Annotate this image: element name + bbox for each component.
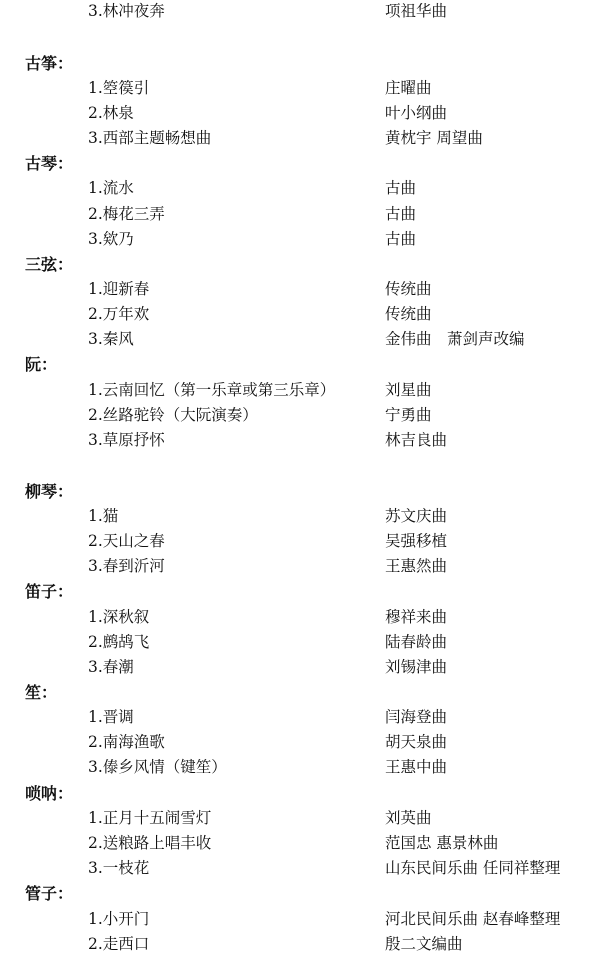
piece-title: 3.西部主题畅想曲	[88, 129, 212, 147]
piece-composer: 宁勇曲	[385, 406, 432, 424]
instrument-category: 三弦：	[25, 255, 74, 274]
piece-title: 2.丝路驼铃（大阮演奏）	[88, 406, 258, 424]
piece-composer: 吴强移植	[385, 532, 448, 550]
piece-title: 2.万年欢	[88, 305, 150, 323]
piece-row	[0, 227, 600, 252]
category-heading-row	[0, 781, 600, 806]
category-heading-row	[0, 352, 600, 377]
piece-title: 1.晋调	[88, 708, 134, 726]
piece-title: 1.流水	[88, 179, 134, 197]
instrument-category: 柳琴：	[25, 482, 74, 501]
piece-composer: 王惠然曲	[385, 557, 448, 575]
piece-row	[0, 277, 600, 302]
piece-title: 1.小开门	[88, 910, 150, 928]
piece-composer: 范国忠 惠景林曲	[385, 834, 499, 852]
instrument-category: 古琴：	[25, 154, 74, 173]
piece-row	[0, 730, 600, 755]
piece-title: 3.一枝花	[88, 859, 150, 877]
piece-composer: 古曲	[385, 230, 417, 248]
piece-composer: 山东民间乐曲 任同祥整理	[385, 859, 561, 877]
category-heading-row	[0, 680, 600, 705]
piece-title: 1.云南回忆（第一乐章或第三乐章）	[88, 381, 336, 399]
piece-row	[0, 504, 600, 529]
piece-composer: 古曲	[385, 179, 417, 197]
piece-title: 1.箜篌引	[88, 79, 150, 97]
piece-composer: 殷二文编曲	[385, 935, 463, 953]
piece-title: 2.梅花三弄	[88, 205, 165, 223]
piece-row	[0, 302, 600, 327]
piece-row	[0, 101, 600, 126]
piece-row	[0, 126, 600, 151]
piece-composer: 林吉良曲	[385, 431, 448, 449]
piece-row	[0, 755, 600, 780]
piece-row	[0, 605, 600, 630]
category-heading-row	[0, 881, 600, 906]
piece-title: 2.走西口	[88, 935, 150, 953]
piece-title: 1.深秋叙	[88, 608, 150, 626]
piece-row	[0, 403, 600, 428]
piece-composer: 传统曲	[385, 305, 432, 323]
piece-title: 3.欸乃	[88, 230, 134, 248]
piece-composer: 苏文庆曲	[385, 507, 448, 525]
piece-row	[0, 806, 600, 831]
piece-composer: 庄曜曲	[385, 79, 432, 97]
instrument-category: 唢呐：	[25, 784, 74, 803]
piece-row	[0, 630, 600, 655]
piece-title: 2.南海渔歌	[88, 733, 165, 751]
piece-row	[0, 202, 600, 227]
piece-row	[0, 907, 600, 932]
category-heading-row	[0, 579, 600, 604]
piece-composer: 闫海登曲	[385, 708, 448, 726]
category-heading-row	[0, 51, 600, 76]
piece-row	[0, 0, 600, 24]
piece-row	[0, 529, 600, 554]
piece-title: 3.草原抒怀	[88, 431, 165, 449]
piece-row	[0, 856, 600, 881]
piece-composer: 项祖华曲	[385, 2, 448, 20]
piece-title: 2.送粮路上唱丰收	[88, 834, 212, 852]
piece-row	[0, 327, 600, 352]
piece-title: 3.傣乡风情（键笙）	[88, 758, 227, 776]
piece-title: 3.春到沂河	[88, 557, 165, 575]
piece-title: 3.秦风	[88, 330, 134, 348]
piece-row	[0, 655, 600, 680]
instrument-category: 阮：	[25, 355, 58, 374]
piece-row	[0, 76, 600, 101]
piece-composer: 王惠中曲	[385, 758, 448, 776]
piece-composer: 金伟曲 萧剑声改编	[385, 330, 525, 348]
piece-row	[0, 831, 600, 856]
piece-title: 3.春潮	[88, 658, 134, 676]
category-heading-row	[0, 252, 600, 277]
piece-title: 1.迎新春	[88, 280, 150, 298]
piece-title: 1.正月十五闹雪灯	[88, 809, 212, 827]
piece-row	[0, 428, 600, 453]
piece-composer: 刘英曲	[385, 809, 432, 827]
piece-composer: 胡天泉曲	[385, 733, 448, 751]
piece-title: 1.猫	[88, 507, 119, 525]
piece-composer: 刘锡津曲	[385, 658, 448, 676]
instrument-category: 管子：	[25, 884, 74, 903]
piece-title: 3.林冲夜奔	[88, 2, 165, 20]
piece-composer: 古曲	[385, 205, 417, 223]
piece-composer: 陆春龄曲	[385, 633, 448, 651]
instrument-category: 笛子：	[25, 582, 74, 601]
piece-composer: 叶小纲曲	[385, 104, 448, 122]
piece-row	[0, 554, 600, 579]
instrument-category: 古筝：	[25, 54, 74, 73]
piece-composer: 河北民间乐曲 赵春峰整理	[385, 910, 561, 928]
piece-composer: 穆祥来曲	[385, 608, 448, 626]
piece-composer: 传统曲	[385, 280, 432, 298]
piece-row	[0, 378, 600, 403]
piece-title: 2.鹧鸪飞	[88, 633, 150, 651]
piece-row	[0, 176, 600, 201]
piece-row	[0, 705, 600, 730]
piece-row	[0, 932, 600, 957]
instrument-category: 笙：	[25, 683, 58, 702]
piece-composer: 黄枕宇 周望曲	[385, 129, 483, 147]
category-heading-row	[0, 151, 600, 176]
piece-title: 2.天山之春	[88, 532, 165, 550]
piece-composer: 刘星曲	[385, 381, 432, 399]
category-heading-row	[0, 479, 600, 504]
piece-title: 2.林泉	[88, 104, 134, 122]
